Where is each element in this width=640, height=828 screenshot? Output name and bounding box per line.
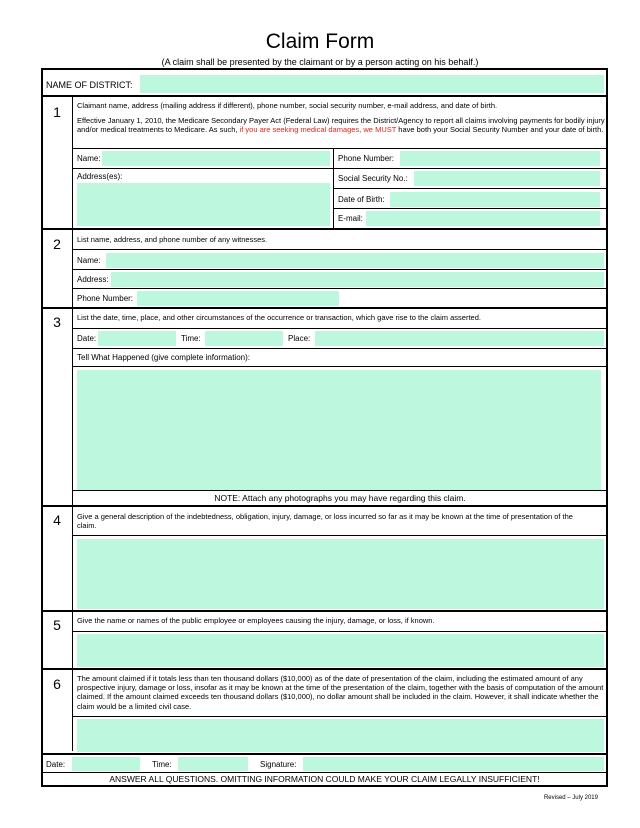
section5-instruction: Give the name or names of the public employee or employees causing the injury, damage, or loss, if known. [77, 616, 435, 625]
footer-time-label: Time: [152, 760, 172, 769]
claimant-phone-label: Phone Number: [338, 154, 395, 163]
section-number-2: 2 [53, 236, 61, 252]
section-number-4: 4 [53, 512, 61, 528]
divider [72, 328, 608, 329]
claimant-name-field[interactable] [102, 151, 330, 166]
occurrence-time-field[interactable] [205, 331, 283, 346]
footer-time-field[interactable] [178, 757, 248, 771]
witness-phone-field[interactable] [137, 291, 339, 306]
divider [333, 188, 608, 189]
divider [72, 269, 608, 270]
medicare-notice: Effective January 1, 2010, the Medicare Secondary Payer Act (Federal Law) requires the District/Agency to report all claims involving payments for bodily injury and/or medical treatments to Medicare. As such, if you are seeking medical damages, we MUST have both your Social Security Number and your date of birth. [77, 116, 605, 135]
section-number-6: 6 [53, 676, 61, 692]
witness-name-label: Name: [77, 256, 101, 265]
divider [72, 168, 608, 169]
witness-address-field[interactable] [111, 272, 604, 287]
district-label: NAME OF DISTRICT: [46, 80, 133, 90]
divider [41, 668, 608, 670]
claimant-phone-field[interactable] [400, 151, 600, 166]
photo-note: NOTE: Attach any photographs you may have regarding this claim. [214, 493, 466, 503]
divider [41, 228, 608, 230]
divider [72, 148, 608, 149]
divider [72, 288, 608, 289]
description-field[interactable] [77, 539, 604, 609]
section2-instruction: List name, address, and phone number of any witnesses. [77, 235, 268, 244]
claimant-name-label: Name: [77, 154, 101, 163]
occurrence-date-label: Date: [77, 334, 97, 343]
witness-name-field[interactable] [106, 253, 604, 268]
divider [41, 753, 608, 755]
divider [72, 366, 608, 367]
divider [72, 631, 608, 632]
section-number-3: 3 [53, 314, 61, 330]
claimant-address-label: Address(es): [77, 172, 123, 181]
occurrence-date-field[interactable] [98, 331, 176, 346]
footer-date-label: Date: [46, 760, 66, 769]
divider [72, 490, 608, 491]
revision-note: Revised – July 2019 [543, 795, 598, 801]
ssn-label: Social Security No.: [338, 174, 408, 183]
divider [41, 95, 608, 97]
divider [72, 348, 608, 349]
amount-claimed-field[interactable] [77, 719, 604, 752]
divider [41, 307, 608, 309]
tell-what-happened-label: Tell What Happened (give complete information): [77, 353, 250, 362]
witness-phone-label: Phone Number: [77, 294, 134, 303]
occurrence-place-label: Place: [288, 334, 311, 343]
what-happened-field[interactable] [77, 370, 601, 490]
medicare-warning: if you are seeking medical damages, we MUST [239, 125, 397, 135]
district-field[interactable] [140, 75, 604, 93]
divider [41, 610, 608, 612]
column-divider [72, 96, 73, 751]
divider [41, 505, 608, 507]
divider [72, 249, 608, 250]
section4-instruction: Give a general description of the indebtedness, obligation, injury, damage, or loss incurred so far as it may be known at the time of presentation of the claim. [77, 512, 573, 531]
warning-text: ANSWER ALL QUESTIONS. OMITTING INFORMATION COULD MAKE YOUR CLAIM LEGALLY INSUFFICIENT! [109, 774, 540, 784]
email-field[interactable] [366, 211, 600, 226]
witness-address-label: Address: [77, 275, 109, 284]
form-title: Claim Form [265, 30, 375, 53]
divider [333, 208, 608, 209]
section1-instruction: Claimant name, address (mailing address if different), phone number, social security number, e-mail address, and date of birth. [77, 101, 498, 110]
divider [72, 535, 608, 536]
footer-date-field[interactable] [72, 757, 140, 771]
signature-label: Signature: [260, 760, 297, 769]
ssn-field[interactable] [414, 171, 600, 186]
section3-instruction: List the date, time, place, and other circumstances of the occurrence or transaction, which gave rise to the claim asserted. [77, 313, 481, 322]
divider [41, 772, 608, 773]
divider [72, 716, 608, 717]
employee-names-field[interactable] [77, 634, 604, 667]
signature-field[interactable] [303, 757, 604, 771]
email-label: E-mail: [338, 214, 363, 223]
occurrence-time-label: Time: [181, 334, 201, 343]
section6-instruction: The amount claimed if it totals less than ten thousand dollars ($10,000) as of the date of presentation of the claim, including the estimated amount of any prospective injury, damage or loss, insofar as it may be known at the time of the presentation of the claim, together with the basis of computation of the amount claimed. If the amount claimed exceeds ten thousand dollars ($10,000), no dollar amount shall be included in the claim. However, it shall indicate whether the claim would be a limited civil case. [77, 674, 604, 711]
claimant-address-field[interactable] [77, 183, 330, 226]
section-number-1: 1 [53, 104, 61, 120]
section-number-5: 5 [53, 617, 61, 633]
dob-field[interactable] [390, 192, 600, 207]
dob-label: Date of Birth: [338, 195, 385, 204]
occurrence-place-field[interactable] [315, 331, 604, 346]
form-subtitle: (A claim shall be presented by the claimant or by a person acting on his behalf.) [161, 57, 479, 67]
